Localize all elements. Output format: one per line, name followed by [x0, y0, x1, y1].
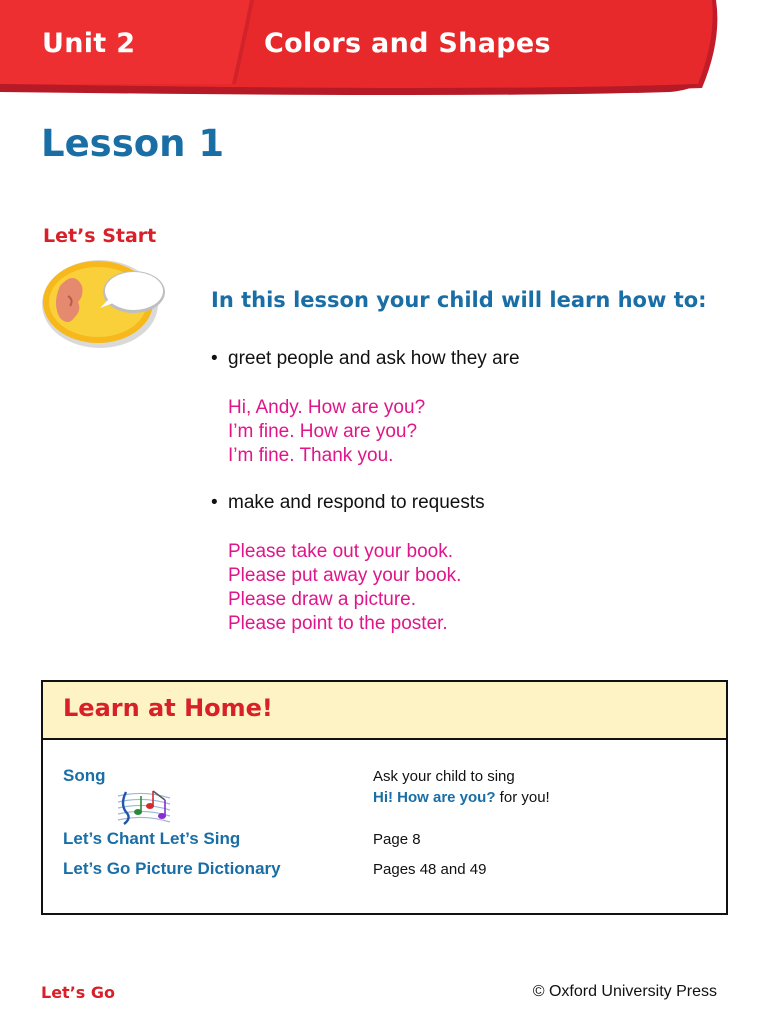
unit-number: Unit 2	[42, 28, 136, 59]
music-notes-icon	[116, 786, 172, 833]
example-phrase: Please draw a picture.	[228, 589, 416, 610]
footer-copyright: © Oxford University Press	[532, 983, 717, 1000]
lets-start-heading: Let’s Start	[43, 225, 157, 247]
bullet-dot: •	[211, 492, 218, 513]
bullet-dot: •	[211, 348, 218, 369]
learn-at-home-header	[43, 682, 726, 740]
song-instruction: Ask your child to sing	[373, 768, 515, 785]
example-phrases	[228, 396, 425, 468]
example-phrase: I’m fine. How are you?	[228, 421, 418, 442]
example-phrase: Please put away your book.	[228, 565, 462, 586]
example-phrase: I’m fine. Thank you.	[228, 445, 394, 466]
resource-chant-book: Let’s Chant Let’s Sing	[63, 829, 241, 848]
objective-text: greet people and ask how they are	[228, 348, 520, 369]
objective-item	[211, 492, 485, 514]
unit-header	[0, 0, 768, 96]
example-phrases	[228, 540, 461, 636]
lesson-title: Lesson 1	[41, 122, 225, 165]
objective-item	[211, 348, 520, 370]
objective-text: make and respond to requests	[228, 492, 485, 513]
song-instruction-line2	[373, 787, 550, 808]
speech-bubble-icon	[38, 256, 170, 357]
resource-chant-page: Page 8	[373, 831, 421, 848]
example-phrase: Hi, Andy. How are you?	[228, 397, 426, 418]
unit-title: Colors and Shapes	[264, 28, 551, 59]
resource-song: Song	[63, 766, 106, 785]
example-phrase: Please point to the poster.	[228, 613, 448, 634]
objectives-intro: In this lesson your child will learn how to:	[211, 288, 707, 312]
example-phrase: Please take out your book.	[228, 541, 453, 562]
footer-brand: Let’s Go	[41, 983, 115, 1002]
resource-song-note	[373, 766, 550, 808]
resource-dictionary-pages: Pages 48 and 49	[373, 861, 487, 878]
song-suffix: for you!	[495, 789, 550, 806]
resource-picture-dictionary: Let’s Go Picture Dictionary	[63, 859, 281, 878]
song-title: Hi! How are you?	[373, 789, 496, 806]
learn-at-home-title: Learn at Home!	[63, 694, 273, 722]
learn-at-home-box	[41, 680, 728, 915]
